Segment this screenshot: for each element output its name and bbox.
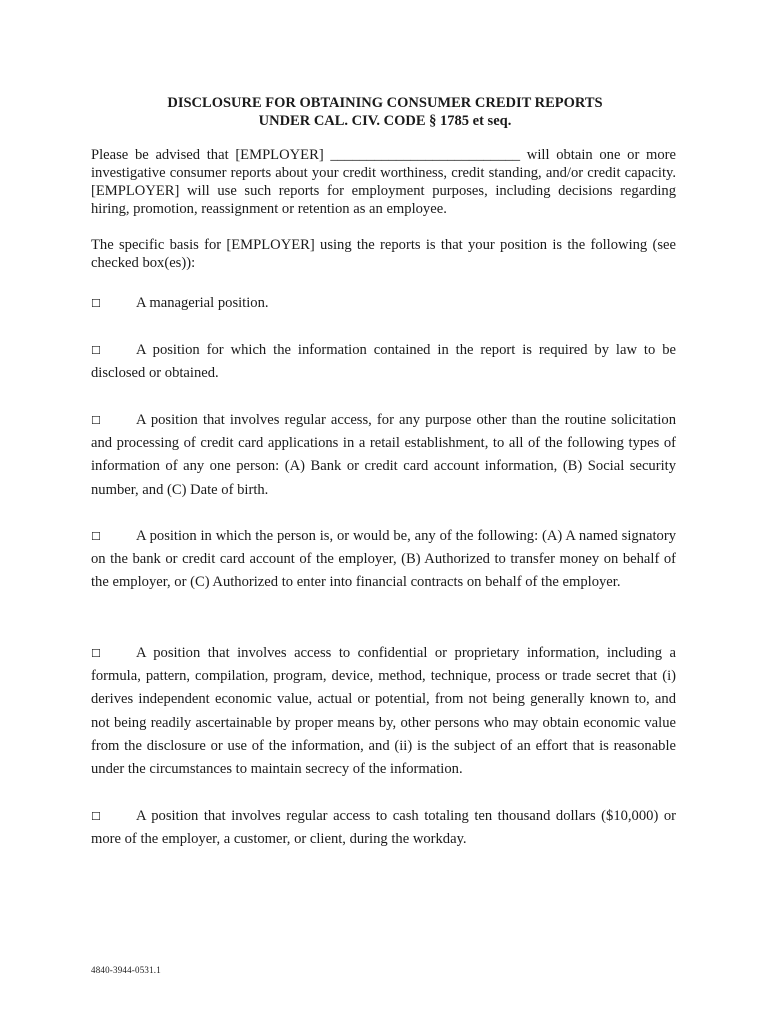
option-text-personal-info-access: A position that involves regular access, for any purpose other than the routine solicitation and processing of credit card applications in a retail establishment, to all of the following types of information of any one person: (A) Bank or credit card account information, (B) Social security number, and (C) Date of birth. — [91, 412, 676, 498]
checkbox-confidential-info[interactable]: ☐ — [91, 647, 101, 660]
option-managerial — [91, 292, 676, 315]
document-title — [0, 94, 770, 130]
checkbox-managerial[interactable]: ☐ — [91, 297, 101, 310]
document-footer-code: 4840-3944-0531.1 — [91, 965, 161, 975]
option-personal-info-access — [91, 409, 676, 502]
title-line-2: UNDER CAL. CIV. CODE § 1785 et seq. — [258, 113, 512, 129]
option-signatory — [91, 525, 676, 595]
checkbox-personal-info-access[interactable]: ☐ — [91, 414, 101, 427]
intro-paragraph: Please be advised that [EMPLOYER] __________________________ will obtain one or more investigative consumer reports about your credit worthiness, credit standing, and/or credit capacity. [EMPLOYER] will use such reports for employment purposes, including decisions regarding hiring, promotion, reassignment or retention as an employee. — [91, 147, 676, 217]
checkbox-required-by-law[interactable]: ☐ — [91, 344, 101, 357]
title-line-1: DISCLOSURE FOR OBTAINING CONSUMER CREDIT REPORTS — [167, 95, 603, 111]
basis-paragraph: The specific basis for [EMPLOYER] using the reports is that your position is the following (see checked box(es)): — [91, 237, 676, 271]
option-required-by-law — [91, 339, 676, 385]
option-text-cash-access: A position that involves regular access to cash totaling ten thousand dollars ($10,000) or more of the employer, a customer, or client, during the workday. — [91, 808, 676, 848]
option-confidential-info — [91, 642, 676, 781]
option-text-managerial: A managerial position. — [136, 295, 269, 311]
option-text-required-by-law: A position for which the information contained in the report is required by law to be disclosed or obtained. — [91, 342, 676, 382]
checkbox-signatory[interactable]: ☐ — [91, 530, 101, 543]
checkbox-cash-access[interactable]: ☐ — [91, 810, 101, 823]
option-text-signatory: A position in which the person is, or would be, any of the following: (A) A named signatory on the bank or credit card account of the employer, (B) Authorized to transfer money on behalf of the employer, or (C) Authorized to enter into financial contracts on behalf of the employer. — [91, 528, 676, 591]
option-cash-access — [91, 805, 676, 851]
option-text-confidential-info: A position that involves access to confidential or proprietary information, including a formula, pattern, compilation, program, device, method, technique, process or trade secret that (i) derives independent economic value, actual or potential, from not being generally known to, and not being readily ascertainable by proper means by, other persons who may obtain economic value from the disclosure or use of the information, and (ii) is the subject of an effort that is reasonable under the circumstances to maintain secrecy of the information. — [91, 645, 676, 778]
